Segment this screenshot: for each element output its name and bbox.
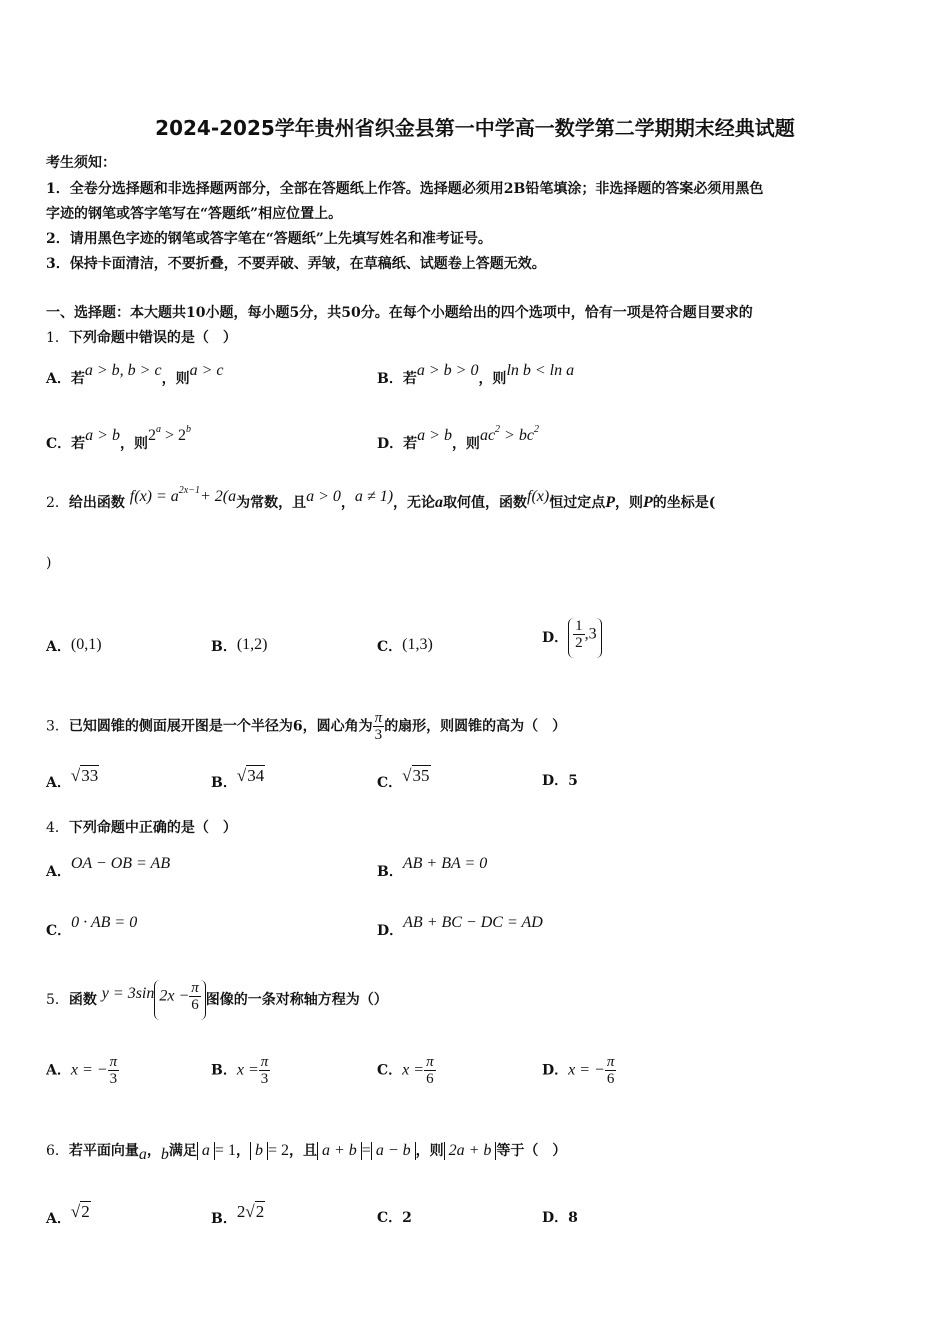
q2-option-b[interactable] (211, 636, 268, 656)
q1-c-label: C． (46, 436, 72, 452)
q6-abs-a: a (197, 1142, 215, 1160)
q1-b-math2: ln b < ln a (506, 362, 575, 379)
q2-close: ) (46, 555, 52, 571)
q2-func-tail: + 2(a (199, 488, 237, 505)
q5-c-num: π (426, 1054, 434, 1070)
q6-option-c[interactable] (377, 1207, 412, 1227)
q1-number: 1． (46, 330, 69, 346)
question-6: 6．若平面向量a，b满足 a = 1， b = 2，且 a + b = a − b ，则 2a + b 等于（ ） (46, 1142, 567, 1163)
q4-option-a[interactable] (46, 855, 170, 881)
q6-vec-a: a (138, 1146, 147, 1163)
q6-t1: 满足 (168, 1143, 197, 1159)
q6-pre: 若平面向量 (68, 1143, 139, 1159)
notice-item-2: 2．请用黑色字迹的钢笔或答字笔在“答题纸”上先填写姓名和准考证号。 (46, 231, 492, 247)
q5-frac-den: 6 (191, 997, 199, 1013)
q6-option-b[interactable]: B．2√2 (211, 1202, 265, 1227)
q5-c-den: 6 (426, 1071, 434, 1087)
q4-d-value: AB + BC − DC = AD (403, 914, 543, 931)
q3-d-label: D． (542, 773, 569, 789)
q2-a-label: A． (46, 639, 71, 655)
q2-d-den: 2 (575, 635, 583, 651)
q6-a-label: A． (46, 1211, 71, 1227)
q5-pre: 函数 (68, 992, 97, 1008)
q2-d-num: 1 (575, 618, 583, 634)
q5-inner: 2x − (159, 987, 190, 1005)
q2-pre: 给出函数 (68, 495, 125, 511)
q3-a-value: 33 (81, 766, 99, 785)
q2-cond1: a > 0 (306, 488, 341, 505)
q1-a-label: A． (46, 371, 71, 387)
q3-option-b[interactable]: B．√34 (211, 766, 265, 791)
q2-d-label: D． (542, 630, 569, 646)
q6-c-value: 2 (402, 1210, 412, 1226)
q4-a-value: OA − OB = AB (70, 855, 171, 872)
q3-pre: 已知圆锥的侧面展开图是一个半径为6，圆心角为 (68, 718, 373, 735)
q1-b-label: B． (377, 371, 403, 387)
q6-abs-diff: a − b (371, 1142, 416, 1160)
q5-c-pre: x = (402, 1061, 425, 1079)
q1-option-a[interactable] (46, 362, 223, 388)
q4-option-b[interactable] (377, 855, 487, 881)
q1-stem: 下列命题中错误的是（ ） (68, 330, 237, 346)
q4-c-value: 0 · AB = 0 (71, 914, 138, 931)
q2-t1: 为常数，且 (236, 495, 307, 511)
q5-b-pre: x = (236, 1061, 259, 1079)
q6-a-value: 2 (81, 1202, 90, 1221)
q6-comma: ， (146, 1143, 161, 1159)
q5-d-label: D． (542, 1062, 569, 1079)
q2-a: a (435, 494, 444, 511)
q1-b-pre: 若 (402, 371, 417, 387)
q5-frac-num: π (191, 980, 199, 996)
q3-option-c[interactable]: C．√35 (377, 766, 430, 791)
q5-a-pre: x = − (70, 1061, 108, 1079)
q4-b-label: B． (377, 864, 403, 880)
q5-post: 图像的一条对称轴方程为（） (205, 992, 388, 1008)
q1-option-d[interactable]: D．若a > b，则$ac^2 > bc^2$ (377, 424, 539, 452)
q1-b-mid: ，则 (478, 371, 507, 387)
question-4 (46, 817, 237, 837)
q1-option-b[interactable] (377, 362, 574, 388)
q6-number: 6． (46, 1143, 69, 1159)
q6-abs-target: 2a + b (444, 1142, 497, 1160)
notice-item-1b: 字迹的钢笔或答字笔写在“答题纸”相应位置上。 (46, 206, 343, 222)
q1-a-mid: ，则 (161, 371, 190, 387)
q2-t5: ，则 (615, 495, 643, 511)
q1-option-c[interactable]: C．若a > b，则$2^a > 2^b$ (46, 424, 191, 452)
q1-d-mid: ，则 (451, 436, 480, 452)
q3-frac-den: 3 (374, 727, 383, 743)
q3-post: 的扇形，则圆锥的高为（ ） (384, 718, 567, 735)
q3-option-a[interactable]: A．√33 (46, 766, 99, 791)
q6-d-label: D． (542, 1210, 569, 1226)
q5-b-label: B． (211, 1062, 237, 1079)
q3-frac-num: π (374, 710, 383, 726)
q2-t3: 取何值，函数 (443, 495, 528, 511)
notice-heading: 考生须知： (46, 155, 116, 171)
q4-option-d[interactable] (377, 914, 543, 940)
q2-p: P (605, 494, 615, 511)
q6-abs-b: b (250, 1142, 268, 1160)
q2-d-tail: ,3 (584, 625, 597, 643)
question-1 (46, 327, 237, 347)
q1-c-pre: 若 (71, 436, 86, 452)
q6-abs-sum: a + b (317, 1142, 362, 1160)
q1-a-math2: a > c (189, 362, 224, 379)
q5-b-num: π (260, 1054, 269, 1070)
q1-b-math1: a > b > 0 (416, 362, 479, 379)
q2-t6: 的坐标是( (652, 495, 716, 511)
q2-number: 2． (46, 495, 69, 511)
q2-func: f(x) = a (129, 488, 179, 505)
q5-option-a[interactable] (46, 1054, 119, 1087)
q3-option-d[interactable] (542, 770, 578, 790)
q5-b-den: 3 (260, 1071, 269, 1087)
q5-option-b[interactable] (211, 1054, 270, 1087)
q3-c-value: 35 (412, 766, 430, 785)
q5-a-num: π (109, 1054, 118, 1070)
q3-c-label: C． (377, 775, 403, 791)
q6-b-coef: 2 (236, 1202, 246, 1221)
q4-b-value: AB + BA = 0 (402, 855, 488, 872)
notice-item-1a: 1．全卷分选择题和非选择题两部分，全部在答题纸上作答。选择题必须用2B铅笔填涂；非选择题的答案必须用黑色 (46, 181, 764, 197)
q3-a-label: A． (46, 775, 71, 791)
q5-func: y = 3sin (101, 985, 155, 1002)
q1-a-pre: 若 (70, 371, 85, 387)
q5-number: 5． (46, 992, 69, 1008)
q5-a-label: A． (46, 1062, 71, 1079)
q4-c-label: C． (46, 923, 72, 939)
q3-d-value: 5 (568, 773, 578, 789)
q2-cond2: a ≠ 1) (354, 488, 394, 505)
q2-b-label: B． (211, 639, 237, 655)
q6-option-a[interactable]: A．√2 (46, 1202, 90, 1227)
q4-stem: 下列命题中正确的是（ ） (68, 820, 237, 836)
q1-d-label: D． (377, 436, 404, 452)
question-3 (46, 710, 566, 743)
q1-c-math1: a > b (85, 427, 120, 444)
q4-number: 4． (46, 820, 69, 836)
q1-c-mid: ，则 (119, 436, 148, 452)
q6-vec-b: b (160, 1146, 169, 1163)
q3-number: 3． (46, 718, 69, 735)
section-heading: 一、选择题：本大题共10小题，每小题5分，共50分。在每个小题给出的四个选项中，恰有一项是符合题目要求的 (46, 305, 753, 321)
q2-exp: 2x−1 (178, 485, 200, 496)
q5-option-d[interactable] (542, 1054, 616, 1087)
q2-t4: 恒过定点 (549, 495, 606, 511)
q6-t2: ，且 (288, 1143, 317, 1159)
q2-t2: ，无论 (393, 495, 436, 511)
q5-d-pre: x = − (568, 1061, 605, 1079)
q2-c-label: C． (377, 639, 403, 655)
q2-option-d[interactable] (542, 618, 602, 658)
q2-c-value: (1,3) (402, 636, 433, 653)
q5-a-den: 3 (109, 1071, 118, 1087)
notice-item-3: 3．保持卡面清洁，不要折叠，不要弄破、弄皱，在草稿纸、试题卷上答题无效。 (46, 256, 546, 272)
q2-p2: P (643, 494, 653, 511)
q1-d-pre: 若 (403, 436, 418, 452)
q6-abs-b-value: = 2 (267, 1142, 289, 1159)
q5-d-num: π (606, 1054, 615, 1070)
q4-a-label: A． (46, 864, 71, 880)
q6-abs-a-value: = 1 (214, 1142, 236, 1159)
q6-post: 等于（ ） (496, 1143, 567, 1159)
q6-c-label: C． (377, 1210, 403, 1226)
q1-a-math1: a > b, b > c (84, 362, 162, 379)
q4-d-label: D． (377, 923, 404, 939)
q6-t3: ，则 (415, 1143, 444, 1159)
question-5 (46, 980, 388, 1020)
page-title: 2024-2025学年贵州省织金县第一中学高一数学第二学期期末经典试题 (155, 116, 795, 140)
q5-c-label: C． (377, 1062, 403, 1079)
q1-c-math2: 2 (147, 427, 156, 444)
q5-option-c[interactable] (377, 1054, 436, 1087)
q6-option-d[interactable] (542, 1207, 578, 1227)
q4-option-c[interactable] (46, 914, 137, 940)
q2-a-value: (0,1) (70, 636, 102, 653)
q2-f: f(x) (527, 488, 550, 505)
question-2: 2．给出函数 $f(x) = a^{2x-1}+ 2(a$为常数，且a > 0，a ≠ 1)，无论a取何值，函数f(x)恒过定点P，则P的坐标是( (46, 485, 716, 511)
q6-b-value: 2 (255, 1202, 265, 1221)
q5-d-den: 6 (606, 1071, 615, 1087)
q2-option-c[interactable] (377, 636, 433, 656)
q1-d-math2: ac (479, 427, 496, 444)
q1-d-math1: a > b (417, 427, 452, 444)
q6-b-label: B． (211, 1211, 237, 1227)
q3-b-value: 34 (247, 766, 265, 785)
q3-b-label: B． (211, 775, 237, 791)
q6-d-value: 8 (568, 1210, 578, 1226)
q2-option-a[interactable] (46, 636, 102, 656)
q2-b-value: (1,2) (236, 636, 268, 653)
